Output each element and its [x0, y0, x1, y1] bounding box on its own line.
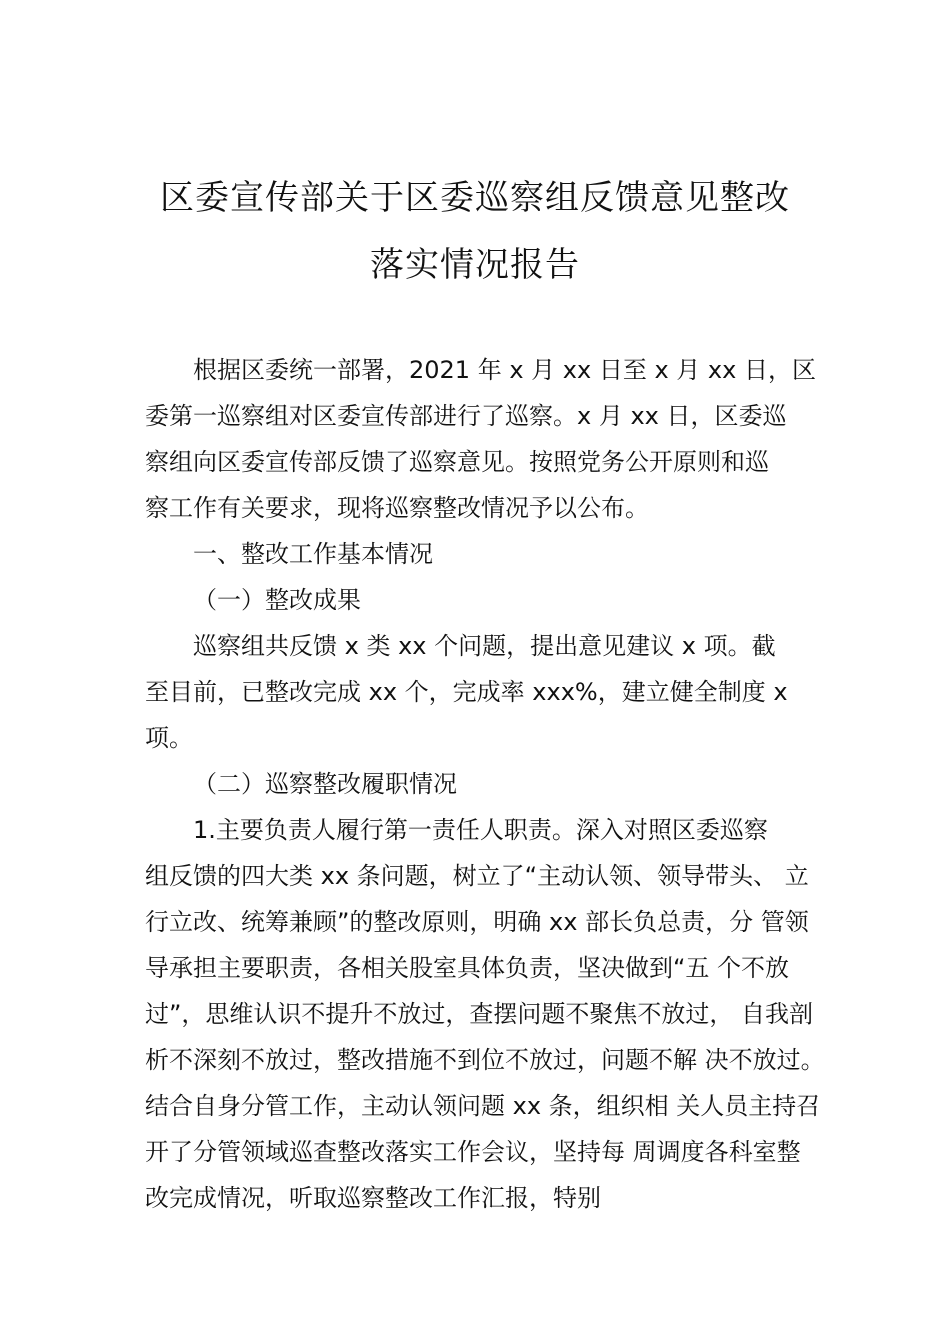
document-title-line-2: 落实情况报告 [370, 245, 580, 285]
body-line: 察工作有关要求，现将巡察整改情况予以公布。 [145, 494, 649, 522]
section-heading: 一、整改工作基本情况 [193, 540, 433, 568]
body-line: 析不深刻不放过，整改措施不到位不放过，问题不解 决不放过。 [145, 1046, 825, 1074]
body-line: 至目前，已整改完成 xx 个，完成率 xxx%，建立健全制度 x [145, 678, 788, 706]
body-line: 改完成情况，听取巡察整改工作汇报，特别 [145, 1184, 601, 1212]
body-line: 1.主要负责人履行第一责任人职责。深入对照区委巡察 [193, 816, 768, 844]
body-line: 过”，思维认识不提升不放过，查摆问题不聚焦不放过， 自我剖 [145, 1000, 814, 1028]
subsection-heading: （二）巡察整改履职情况 [193, 770, 457, 798]
body-line: 组反馈的四大类 xx 条问题，树立了“主动认领、领导带头、 立 [145, 862, 809, 890]
body-line: 行立改、统筹兼顾”的整改原则，明确 xx 部长负总责，分 管领 [145, 908, 809, 936]
subsection-heading: （一）整改成果 [193, 586, 361, 614]
body-line: 察组向区委宣传部反馈了巡察意见。按照党务公开原则和巡 [145, 448, 769, 476]
document-title-line-1: 区委宣传部关于区委巡察组反馈意见整改 [160, 178, 790, 218]
body-line: 巡察组共反馈 x 类 xx 个问题，提出意见建议 x 项。截 [193, 632, 776, 660]
body-line: 结合自身分管工作，主动认领问题 xx 条，组织相 关人员主持召 [145, 1092, 821, 1120]
body-line: 项。 [145, 724, 193, 752]
body-line: 根据区委统一部署，2021 年 x 月 xx 日至 x 月 xx 日，区 [193, 356, 816, 384]
body-line: 开了分管领域巡查整改落实工作会议，坚持每 周调度各科室整 [145, 1138, 801, 1166]
body-line: 导承担主要职责，各相关股室具体负责，坚决做到“五 个不放 [145, 954, 790, 982]
body-line: 委第一巡察组对区委宣传部进行了巡察。x 月 xx 日，区委巡 [145, 402, 787, 430]
